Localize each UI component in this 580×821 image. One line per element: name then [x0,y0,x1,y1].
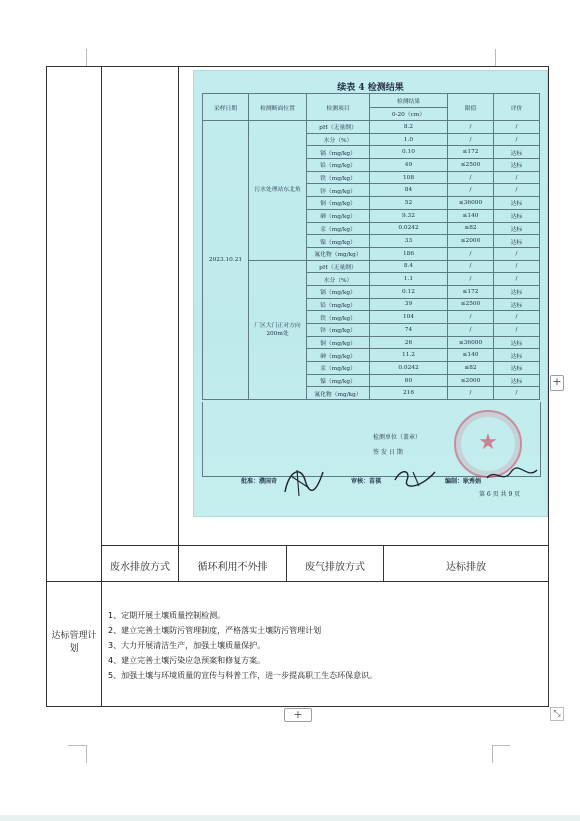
cell-limit: ≤2000 [448,235,494,248]
reviewer: 审核：苗祺 [351,478,382,485]
table-row [203,121,540,134]
cell-item: 氟化物（mg/kg） [307,247,370,260]
cell-limit: / [448,133,494,146]
cell-value: 0.0242 [370,222,448,235]
cell-eval: 达标 [494,336,540,349]
wastewater-value: 循环利用不外排 [197,562,268,573]
cell-eval: / [494,121,540,134]
cell-item: 汞（mg/kg） [307,362,370,375]
crop-mark [68,745,86,746]
header-result: 检测结果 [370,94,448,108]
table-border [46,66,549,67]
cell-limit: / [448,171,494,184]
cell-limit: / [448,247,494,260]
cell-eval: 达标 [494,159,540,172]
cell-limit: / [448,184,494,197]
cell-value: 26 [370,336,448,349]
add-row-button[interactable]: + [284,708,312,722]
cell-value: 39 [370,298,448,311]
header-eval: 评价 [494,94,540,121]
compiler: 编制：耿秀娟 [445,478,482,485]
status-bar [0,815,580,821]
cell-item: 镉（mg/kg） [307,146,370,159]
cell-limit: ≤140 [448,209,494,222]
add-column-button[interactable]: + [550,375,564,391]
inspection-seal: ★ [454,410,522,478]
sample-location: 厂区大门正对方向200m处 [249,260,307,400]
report-title: 续表 4 检测结果 [337,83,404,93]
cell-eval: / [494,260,540,273]
crop-mark [86,49,87,67]
results-table [202,93,540,400]
cell-value: 60 [370,374,448,387]
cell-limit: ≤172 [448,285,494,298]
plan-item: 1、定期开展土壤质量控制检测。 [108,611,226,620]
resize-icon[interactable]: ⤡ [550,707,564,721]
cell-value: 84 [370,184,448,197]
cell-eval: / [494,133,540,146]
cell-eval: / [494,311,540,324]
cell-value: 49 [370,159,448,172]
cell-item: 镉（mg/kg） [307,285,370,298]
cell-eval: 达标 [494,235,540,248]
cell-eval: 达标 [494,298,540,311]
cell-value: 0.12 [370,285,448,298]
cell-limit: / [448,324,494,337]
plan-label: 达标管理计划 [51,631,97,654]
cell-value: 8.4 [370,260,448,273]
table-border [178,66,179,582]
cell-item: 铜（mg/kg） [307,336,370,349]
cell-item: 镍（mg/kg） [307,235,370,248]
cell-item: 锌（mg/kg） [307,324,370,337]
cell-eval: 达标 [494,146,540,159]
report-scan-image [193,70,548,517]
crop-mark [495,49,496,67]
signature-compiler [483,466,539,486]
cell-item: 砷（mg/kg） [307,209,370,222]
cell-item: pH（无量纲） [307,121,370,134]
cell-limit: / [448,387,494,400]
cell-value: 11.2 [370,349,448,362]
cell-limit: ≤140 [448,349,494,362]
cell-limit: / [448,121,494,134]
cell-value: 1.0 [370,133,448,146]
cell-eval: / [494,324,540,337]
cell-limit: / [448,311,494,324]
cell-value: 108 [370,171,448,184]
cell-item: 水分（%） [307,133,370,146]
cell-eval: 达标 [494,374,540,387]
cell-value: 104 [370,311,448,324]
table-border [46,581,549,582]
cell-item: 铅（mg/kg） [307,298,370,311]
issue-date-label: 签 发 日 期 [373,449,403,456]
cell-item: 镍（mg/kg） [307,374,370,387]
header-depth: 0-20（cm） [370,107,448,121]
cell-eval: / [494,247,540,260]
cell-eval: / [494,171,540,184]
cell-limit: ≤36000 [448,197,494,210]
table-border [46,66,47,707]
cell-eval: / [494,273,540,286]
cell-eval: 达标 [494,362,540,375]
table-border [101,545,549,546]
cell-item: 氟化物（mg/kg） [307,387,370,400]
crop-mark [86,745,87,763]
cell-value: 0.10 [370,146,448,159]
plan-item: 4、建立完善土壤污染应急预案和修复方案。 [108,656,266,665]
sample-location: 污水处理站东北角 [249,121,307,261]
approver: 批准：濮国奇 [241,478,278,485]
cell-value: 74 [370,324,448,337]
cell-value: 8.2 [370,121,448,134]
gas-label: 废气排放方式 [305,562,365,573]
signature-approver [279,462,327,500]
header-location: 检测断面位置 [249,94,307,121]
cell-eval: / [494,184,540,197]
sample-date: 2023.10.21 [203,121,249,400]
cell-eval: 达标 [494,285,540,298]
cell-item: 锌（mg/kg） [307,184,370,197]
crop-mark [492,745,510,746]
cell-eval: 达标 [494,349,540,362]
cell-eval: / [494,387,540,400]
plan-list [108,608,377,683]
gas-value: 达标排放 [446,562,486,573]
cell-item: 汞（mg/kg） [307,222,370,235]
cell-limit: ≤82 [448,362,494,375]
header-date: 采样日期 [203,94,249,121]
cell-item: pH（无量纲） [307,260,370,273]
cell-value: 52 [370,197,448,210]
cell-limit: ≤2500 [448,298,494,311]
wastewater-label: 废水排放方式 [110,562,170,573]
cell-eval: 达标 [494,209,540,222]
cell-item: 砷（mg/kg） [307,349,370,362]
table-border [46,706,549,707]
table-border [101,66,102,707]
cell-item: 水分（%） [307,273,370,286]
cell-eval: 达标 [494,222,540,235]
table-border [548,66,549,707]
cell-value: 216 [370,387,448,400]
cell-item: 铅（mg/kg） [307,159,370,172]
cell-limit: ≤82 [448,222,494,235]
page-number: 第 6 页 共 9 页 [479,491,521,498]
cell-limit: ≤2000 [448,374,494,387]
plan-item: 5、加强土壤与环境质量的宣传与科普工作，进一步提高职工生态环保意识。 [108,671,378,680]
cell-limit: / [448,273,494,286]
cell-value: 33 [370,235,448,248]
cell-item: 铁（mg/kg） [307,311,370,324]
header-item: 检测项目 [307,94,370,121]
cell-eval: 达标 [494,197,540,210]
unit-label: 检测单位（盖章） [373,434,422,441]
cell-limit: ≤172 [448,146,494,159]
cell-item: 铁（mg/kg） [307,171,370,184]
crop-mark [492,745,493,763]
plan-item: 2、建立完善土壤防污管理制度，严格落实土壤防污管理计划 [108,626,322,635]
header-limit: 限值 [448,94,494,121]
cell-value: 1.1 [370,273,448,286]
cell-limit: / [448,260,494,273]
table-row [203,260,540,273]
signature-reviewer [391,466,439,490]
cell-item: 铜（mg/kg） [307,197,370,210]
cell-limit: ≤36000 [448,336,494,349]
cell-value: 0.0242 [370,362,448,375]
cell-limit: ≤2500 [448,159,494,172]
cell-value: 186 [370,247,448,260]
plan-item: 3、大力开展清洁生产，加强土壤质量保护。 [108,641,266,650]
cell-value: 9.32 [370,209,448,222]
